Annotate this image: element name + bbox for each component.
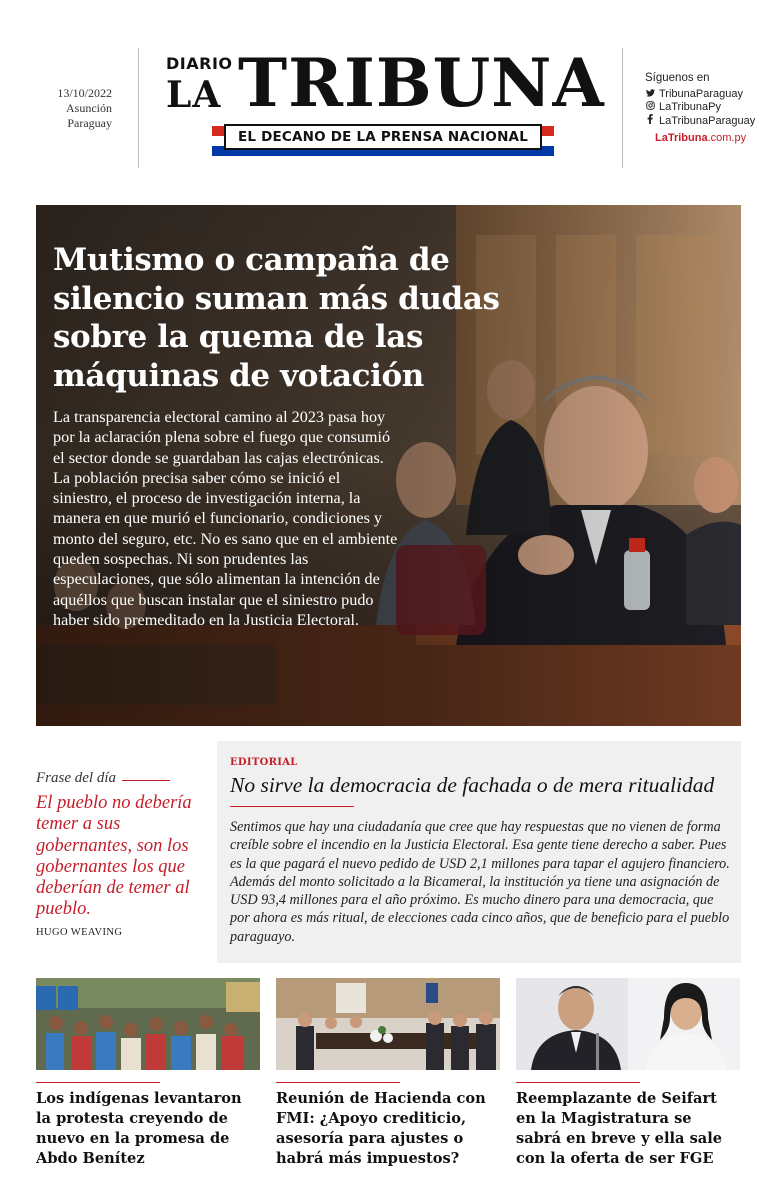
facebook-handle: LaTribunaParaguay [659, 114, 756, 127]
story-headline[interactable]: Los indígenas levantaron la protesta creyendo de nuevo en la promesa de Abdo Benítez [36, 1090, 242, 1167]
instagram-icon [645, 101, 655, 114]
lead-headline[interactable]: Mutismo o campaña de silencio suman más dudas sobre la quema de las máquinas de votación [53, 242, 500, 394]
dateline [40, 86, 112, 131]
editorial-box[interactable] [217, 741, 741, 963]
social-twitter[interactable] [645, 88, 775, 101]
twitter-handle: TribunaParaguay [659, 88, 743, 100]
social-instagram[interactable] [645, 101, 775, 114]
story-photo [276, 978, 500, 1070]
editorial-rule [230, 806, 354, 807]
facebook-icon [645, 114, 655, 128]
instagram-handle: LaTribunaPy [659, 101, 721, 113]
editorial-title[interactable]: No sirve la democracia de fachada o de mera ritualidad [230, 773, 715, 797]
country: Paraguay [67, 116, 112, 130]
social-facebook[interactable] [645, 114, 775, 128]
quote-text: El pueblo no debería temer a sus gobernantes, son los gobernantes los que deberían de temer al pueblo. [36, 793, 192, 920]
logo-diario: DIARIO [166, 54, 233, 73]
twitter-icon [645, 88, 655, 101]
story-headline[interactable]: Reemplazante de Seifart en la Magistratura se sabrá en breve y ella sale con la oferta de ser FGE [516, 1090, 723, 1167]
story-rule [276, 1082, 400, 1083]
lead-story[interactable] [36, 205, 741, 726]
story-rule [36, 1082, 160, 1083]
editorial-label: EDITORIAL [230, 757, 298, 768]
newspaper-logo[interactable] [162, 46, 607, 166]
story-rule [516, 1082, 640, 1083]
story-card[interactable] [516, 978, 740, 1169]
story-card[interactable] [276, 978, 500, 1169]
masthead [0, 0, 776, 190]
quote-author: HUGO WEAVING [36, 926, 123, 938]
masthead-divider-left [138, 48, 139, 168]
city: Asunción [66, 101, 112, 115]
social-links [645, 72, 775, 145]
quote-of-the-day [36, 770, 211, 938]
story-card[interactable] [36, 978, 260, 1169]
story-photo [36, 978, 260, 1070]
quote-rule [122, 780, 170, 781]
story-headline[interactable]: Reunión de Hacienda con FMI: ¿Apoyo crediticio, asesoría para ajustes o habrá más impuestos? [276, 1090, 486, 1167]
logo-tribuna: TRIBUNA [238, 44, 605, 122]
editorial-body: Sentimos que hay una ciudadanía que cree que hay respuestas que no vienen de forma creíble sobre el incendio en la Justicia Electoral. Esa gente tiene derecho a saber. Pues es la que pagará el nuevo pedido de USD 2,1 millones para tapar el agujero financiero. Además del monto solicitado a la Bicameral, la institución ya tiene una asignación de USD 93,4 millones para el año próximo. Es mucho dinero para una democracia, que por ahora es más ritual, de elecciones cada cinco años, que de beneficio para el pueblo paraguayo. [230, 819, 730, 945]
masthead-divider-right [622, 48, 623, 168]
logo-la: LA [166, 74, 222, 116]
website-link[interactable]: LaTribuna.com.py [655, 132, 747, 144]
slogan: EL DECANO DE LA PRENSA NACIONAL [224, 124, 542, 150]
social-heading: Síguenos en [645, 72, 710, 84]
quote-label: Frase del día [36, 770, 211, 787]
lead-summary: La transparencia electoral camino al 2023 pasa hoy por la aclaración plena sobre el fuego que consumió el sector donde se guardaban las cajas electrónicas. La población precisa saber cómo se inició el siniestro, el proceso de investigación interna, la manera en que murió el funcionario, condiciones y monto del seguro, etc. No es sano que en el ambiente queden sospechas. Ni son prudentes las especulaciones, que sólo alimentan la intención de aquéllos que buscan instalar que el siniestro pudo haber sido premeditado en la Justicia Electoral. [53, 408, 398, 629]
date: 13/10/2022 [57, 86, 112, 100]
story-photo [516, 978, 740, 1070]
